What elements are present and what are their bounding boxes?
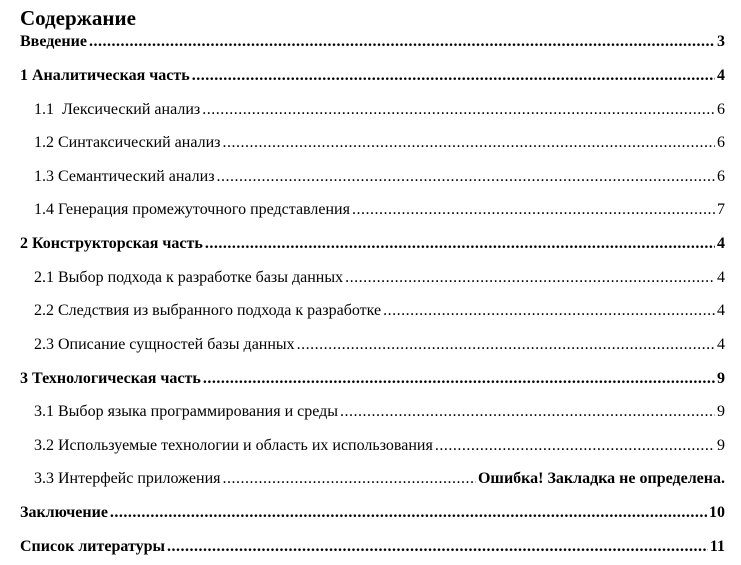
toc-page-number: 6 xyxy=(717,168,725,185)
toc-page-number: 7 xyxy=(717,201,725,218)
toc-entry-ir-generation[interactable] xyxy=(34,198,725,222)
toc-dot-leader xyxy=(222,131,715,155)
toc-dot-leader xyxy=(205,232,715,256)
toc-dot-leader xyxy=(202,98,715,122)
toc-dot-leader xyxy=(89,30,715,54)
toc-dot-leader xyxy=(297,333,715,357)
toc-page-number: 11 xyxy=(709,538,725,555)
toc-page-number: 4 xyxy=(717,302,725,319)
toc-entry-text: 3.1 Выбор языка программирования и среды xyxy=(34,403,339,420)
toc-dot-leader xyxy=(383,299,715,323)
toc-dot-leader xyxy=(435,434,715,458)
toc-page-number: 9 xyxy=(717,437,725,454)
toc-entry-db-entities[interactable] xyxy=(34,333,725,357)
toc-entry-text: 2.3 Описание сущностей базы данных xyxy=(34,336,295,353)
toc-page-number: 10 xyxy=(709,504,725,521)
toc-entry-text: 2 Конструкторская часть xyxy=(20,235,203,252)
toc-dot-leader xyxy=(192,64,715,88)
toc-page-number: 4 xyxy=(717,67,725,84)
toc-entry-approach-consequences[interactable] xyxy=(34,299,725,323)
toc-page-number: 6 xyxy=(717,101,725,118)
toc-entry-text: 1.4 Генерация промежуточного представления xyxy=(34,201,350,218)
toc-entry-design-part[interactable] xyxy=(20,232,725,256)
toc-page-number: 6 xyxy=(717,134,725,151)
toc-page-number: 4 xyxy=(717,269,725,286)
toc-entry-references[interactable] xyxy=(20,535,725,559)
toc-entry-introduction[interactable] xyxy=(20,30,725,54)
toc-dot-leader xyxy=(345,266,715,290)
toc-entry-app-interface[interactable] xyxy=(34,467,725,491)
toc-entry-technologies-used[interactable] xyxy=(34,434,725,458)
toc-entry-technology-part[interactable] xyxy=(20,367,725,391)
toc-dot-leader xyxy=(352,198,715,222)
toc-entry-semantic-analysis[interactable] xyxy=(34,165,725,189)
toc-page-number: 9 xyxy=(717,370,725,387)
toc-entry-text: 3 Технологическая часть xyxy=(20,370,201,387)
toc-entry-text: 1 Аналитическая часть xyxy=(20,67,190,84)
toc-entry-text: 2.1 Выбор подхода к разработке базы данных xyxy=(34,269,344,286)
toc-entry-syntax-analysis[interactable] xyxy=(34,131,725,155)
toc-dot-leader xyxy=(217,165,715,189)
toc-page-number: 9 xyxy=(717,403,725,420)
toc-entry-text: 3.3 Интерфейс приложения xyxy=(34,470,221,487)
toc-entry-text: Введение xyxy=(20,33,87,50)
toc-entry-text: 2.2 Следствия из выбранного подхода к разработке xyxy=(34,302,382,319)
toc-entry-text: 1.2 Синтаксический анализ xyxy=(34,134,221,151)
toc-page-number: 4 xyxy=(717,336,725,353)
toc-dot-leader xyxy=(203,367,715,391)
toc-dot-leader xyxy=(167,535,708,559)
toc-entry-text: Заключение xyxy=(20,504,108,521)
toc-entry-text: 1.3 Семантический анализ xyxy=(34,168,215,185)
toc-heading: Содержание xyxy=(20,6,136,30)
toc-entry-analytical-part[interactable] xyxy=(20,64,725,88)
toc-entry-db-approach[interactable] xyxy=(34,266,725,290)
toc-dot-leader xyxy=(110,501,707,525)
toc-dot-leader xyxy=(340,400,715,424)
toc-entry-language-choice[interactable] xyxy=(34,400,725,424)
toc-entry-text: 3.2 Используемые технологии и область их использования xyxy=(34,437,433,454)
toc-entry-text: 1.1 Лексический анализ xyxy=(34,101,201,118)
toc-entry-text: Список литературы xyxy=(20,538,165,555)
toc-entry-lexical-analysis[interactable] xyxy=(34,98,725,122)
toc-dot-leader xyxy=(222,467,476,491)
toc-bookmark-error: Ошибка! Закладка не определена. xyxy=(477,470,725,487)
toc-page-number: 4 xyxy=(717,235,725,252)
toc-page-number: 3 xyxy=(717,33,725,50)
toc-entry-conclusion[interactable] xyxy=(20,501,725,525)
